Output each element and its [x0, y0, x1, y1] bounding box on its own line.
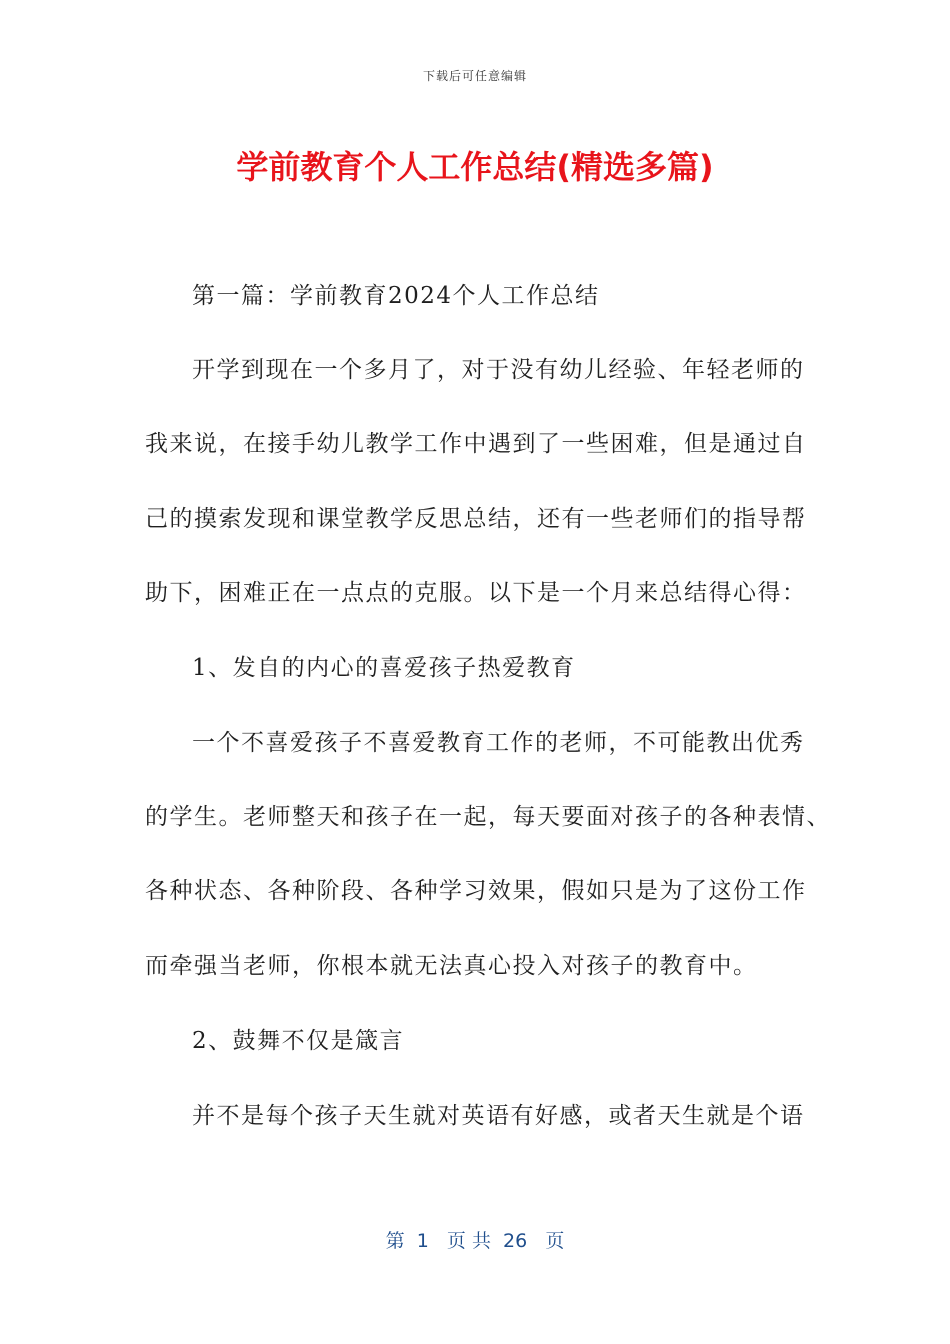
paragraph-line: 的学生。老师整天和孩子在一起，每天要面对孩子的各种表情、 — [145, 804, 831, 830]
header-note: 下载后可任意编辑 — [422, 69, 527, 83]
paragraph-line: 开学到现在一个多月了，对于没有幼儿经验、年轻老师的 — [192, 357, 805, 383]
paragraph-line: 己的摸索发现和课堂教学反思总结，还有一些老师们的指导帮 — [145, 506, 807, 532]
paragraph-line: 一个不喜爱孩子不喜爱教育工作的老师，不可能教出优秀 — [192, 730, 805, 756]
subheading: 1、发自的内心的喜爱孩子热爱教育 — [192, 655, 576, 681]
document-title: 学前教育个人工作总结(精选多篇) — [236, 148, 714, 186]
section-heading: 第一篇：学前教育2024个人工作总结 — [192, 283, 600, 309]
paragraph-line: 而牵强当老师，你根本就无法真心投入对孩子的教育中。 — [145, 953, 758, 979]
paragraph-line: 我来说，在接手幼儿教学工作中遇到了一些困难，但是通过自 — [145, 431, 807, 457]
paragraph-line: 并不是每个孩子天生就对英语有好感，或者天生就是个语 — [192, 1103, 805, 1129]
page-number-footer: 第 1 页 共 26 页 — [385, 1230, 565, 1252]
paragraph-line: 助下，困难正在一点点的克服。以下是一个月来总结得心得： — [145, 580, 807, 606]
subheading: 2、鼓舞不仅是箴言 — [192, 1028, 405, 1054]
paragraph-line: 各种状态、各种阶段、各种学习效果，假如只是为了这份工作 — [145, 878, 807, 904]
